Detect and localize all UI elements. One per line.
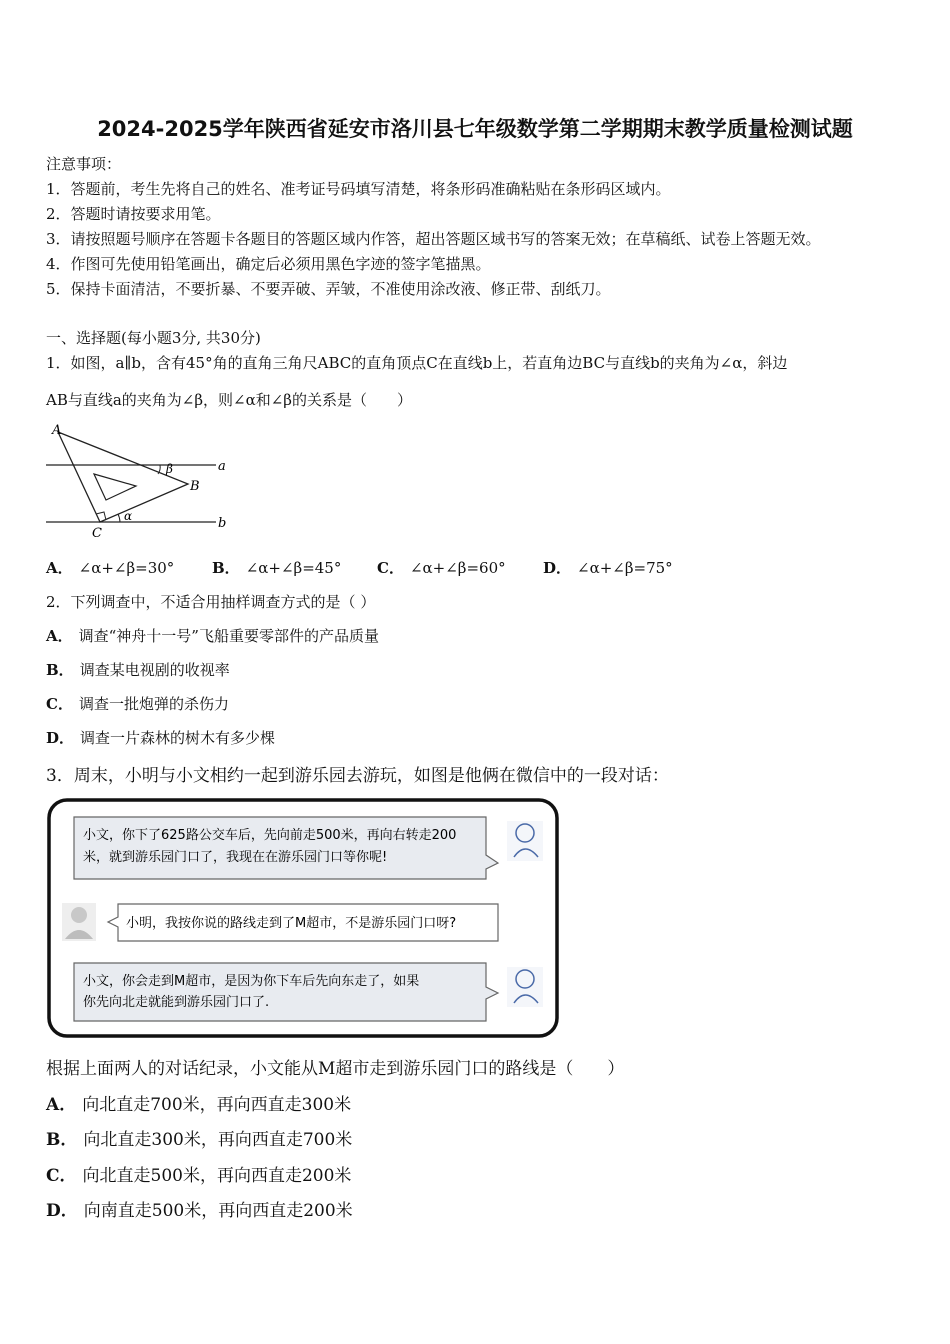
- q2-option-b[interactable]: B． 调查某电视剧的收视率: [46, 661, 230, 679]
- q1-stem-line2: AB与直线a的夹角为∠β，则∠α和∠β的关系是（ ）: [46, 391, 412, 409]
- section-heading: 一、选择题(每小题3分, 共30分): [46, 329, 261, 347]
- notice-item: 3．请按照题号顺序在答题卡各题目的答题区域内作答，超出答题区域书写的答案无效；在草稿纸、试卷上答题无效。: [46, 230, 821, 248]
- label-beta: β: [166, 462, 173, 476]
- chat-msg1-line1: 小文，你下了625路公交车后，先向前走500米，再向右转走200: [83, 828, 457, 843]
- avatar-icon: [507, 967, 543, 1007]
- label-C: C: [92, 526, 102, 541]
- q1-stem-line1: 1．如图，a∥b，含有45°角的直角三角尺ABC的直角顶点C在直线b上，若直角边BC与直线b的夹角为∠α，斜边: [46, 354, 788, 372]
- label-alpha: α: [124, 509, 133, 523]
- q1-option-b[interactable]: B． ∠α+∠β=45°: [212, 559, 342, 577]
- q2-option-c[interactable]: C． 调查一批炮弹的杀伤力: [46, 695, 229, 713]
- chat-msg3-line1: 小文，你会走到M超市，是因为你下车后先向东走了，如果: [83, 974, 420, 989]
- q3-option-b[interactable]: B． 向北直走300米，再向西直走700米: [46, 1130, 353, 1150]
- chat-msg3-line2: 你先向北走就能到游乐园门口了.: [83, 995, 270, 1010]
- label-A: A: [52, 423, 62, 438]
- q1-option-d[interactable]: D． ∠α+∠β=75°: [543, 559, 673, 577]
- q1-option-c[interactable]: C． ∠α+∠β=60°: [377, 559, 506, 577]
- notice-item: 2．答题时请按要求用笔。: [46, 205, 221, 223]
- q3-question: 根据上面两人的对话纪录，小文能从M超市走到游乐园门口的路线是（ ）: [46, 1059, 625, 1079]
- q3-option-a[interactable]: A． 向北直走700米，再向西直走300米: [46, 1095, 352, 1115]
- q3-option-d[interactable]: D． 向南直走500米，再向西直走200米: [46, 1201, 353, 1221]
- chat-msg2: 小明，我按你说的路线走到了M超市，不是游乐园门口呀?: [126, 916, 457, 931]
- chat-msg1-line2: 米，就到游乐园门口了，我现在在游乐园门口等你呢!: [83, 850, 388, 865]
- notice-item: 5．保持卡面清洁，不要折暴、不要弄破、弄皱，不准使用涂改液、修正带、刮纸刀。: [46, 280, 611, 298]
- q2-option-d[interactable]: D． 调查一片森林的树木有多少棵: [46, 729, 276, 747]
- q3-option-c[interactable]: C． 向北直走500米，再向西直走200米: [46, 1166, 352, 1186]
- q1-option-a[interactable]: A． ∠α+∠β=30°: [46, 559, 175, 577]
- label-B: B: [190, 479, 200, 494]
- q2-option-a[interactable]: A． 调查“神舟十一号”飞船重要零部件的产品质量: [46, 627, 379, 645]
- page-title: 2024-2025学年陕西省延安市洛川县七年级数学第二学期期末教学质量检测试题: [97, 117, 853, 141]
- notice-item: 1．答题前，考生先将自己的姓名、准考证号码填写清楚，将条形码准确粘贴在条形码区域内。: [46, 180, 671, 198]
- avatar-icon: [507, 821, 543, 861]
- notice-item: 4．作图可先使用铅笔画出，确定后必须用黑色字迹的签字笔描黑。: [46, 255, 491, 273]
- q2-stem: 2．下列调查中，不适合用抽样调查方式的是（ ）: [46, 593, 376, 611]
- q3-stem: 3．周末，小明与小文相约一起到游乐园去游玩，如图是他俩在微信中的一段对话：: [46, 766, 669, 786]
- notice-heading: 注意事项：: [46, 155, 122, 173]
- avatar-icon: [62, 903, 96, 941]
- label-a: a: [218, 459, 226, 474]
- q1-figure: [44, 420, 234, 542]
- label-b: b: [218, 516, 227, 531]
- q3-wechat-figure: [46, 797, 560, 1039]
